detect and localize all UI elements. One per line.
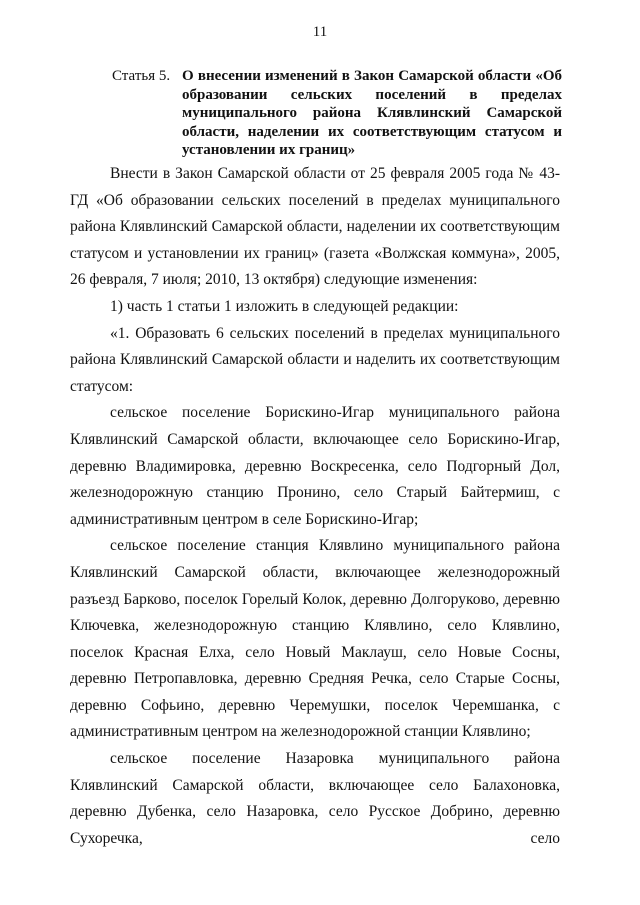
page-number: 11: [312, 24, 328, 40]
article-body: [70, 161, 560, 852]
article-header: [112, 67, 562, 160]
article-label: Статья 5.: [112, 68, 171, 84]
paragraph-nazarovka: сельское поселение Назаровка муниципального района Клявлинский Самарской области, включающее село Балахоновка, деревню Дубенка, село Назаровка, село Русское Добрино, деревню Сухоречка, село: [70, 750, 560, 847]
paragraph-station-klyavlino: сельское поселение станция Клявлино муниципального района Клявлинский Самарской области, включающее железнодорожный разъезд Барково, поселок Горелый Колок, деревню Долгоруково, деревню Ключевка, железнодорожную станцию Клявлино, село Клявлино, поселок Красная Елха, село Новый Маклауш, село Новые Сосны, деревню Петропавловка, деревню Средняя Речка, село Старые Сосны, деревню Софьино, деревню Черемушки, поселок Черемшанка, с административным центром на железнодорожной станции Клявлино;: [70, 537, 560, 741]
article-title: О внесении изменений в Закон Самарской области «Об образовании сельских поселений в пределах муниципального района Клявлинский Самарской области, наделении их соответствующим статусом и установлении их границ»: [182, 68, 562, 158]
paragraph-item-1: 1) часть 1 статьи 1 изложить в следующей редакции:: [110, 297, 459, 315]
paragraph-part-1-text: «1. Образовать 6 сельских поселений в пределах муниципального района Клявлинский Самарской области и наделить их соответствующим статусом:: [70, 324, 560, 395]
paragraph-amendment-intro: Внести в Закон Самарской области от 25 февраля 2005 года № 43-ГД «Об образовании сельских поселений в пределах муниципального района Клявлинский Самарской области, наделении их соответствующим статусом и установлении их границ» (газета «Волжская коммуна», 2005, 26 февраля, 7 июля; 2010, 13 октября) следующие изменения:: [70, 165, 560, 289]
paragraph-boriskino-igar: сельское поселение Борискино-Игар муниципального района Клявлинский Самарской области, включающее село Борискино-Игар, деревню Владимировка, деревню Воскресенка, село Подгорный Дол, железнодорожную станцию Пронино, село Старый Байтермиш, с административным центром в селе Борискино-Игар;: [70, 404, 560, 528]
